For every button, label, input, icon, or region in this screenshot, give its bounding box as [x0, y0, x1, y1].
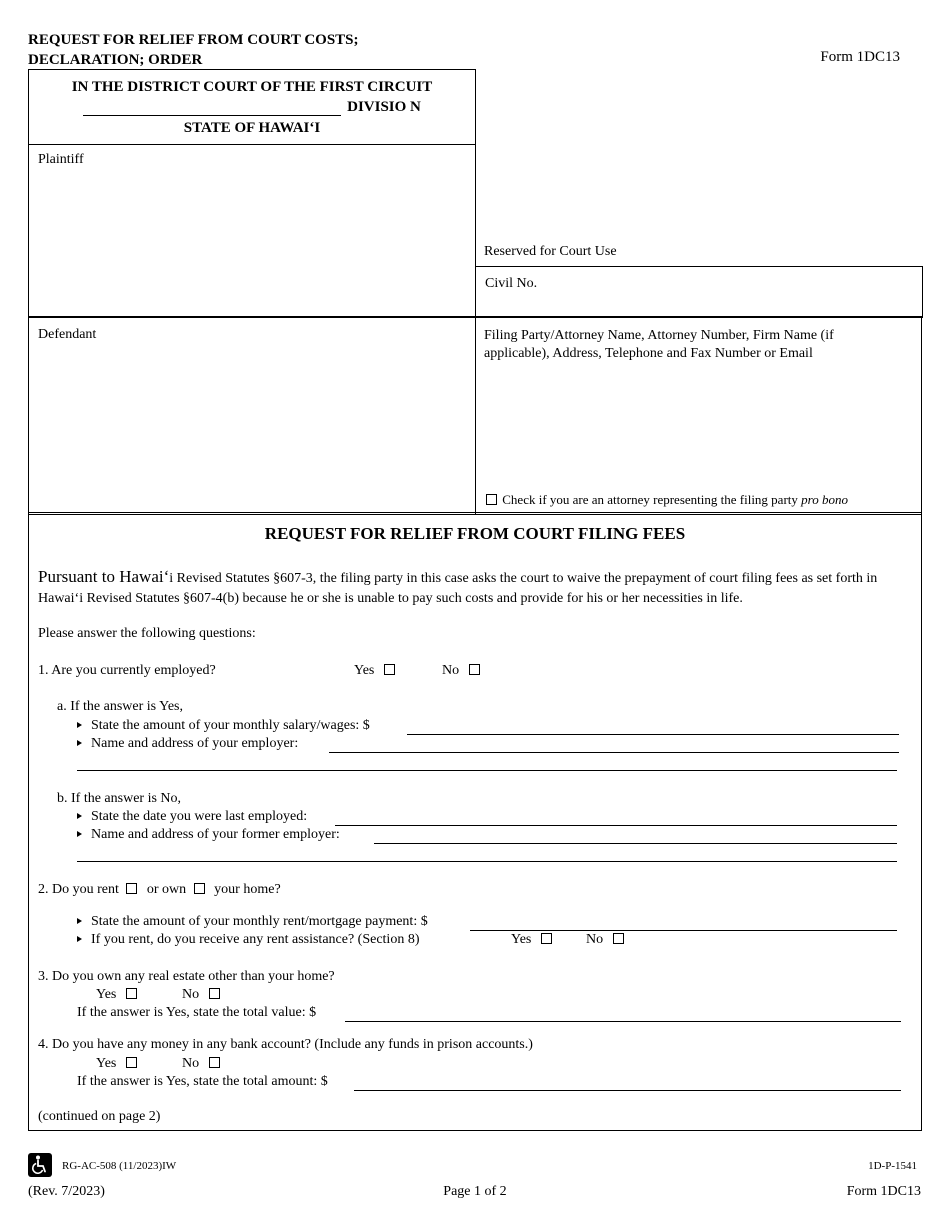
civil-number-field[interactable] [475, 266, 923, 318]
intro-lead: Pursuant to Hawai‘ [38, 567, 170, 586]
q4-yes-checkbox[interactable] [126, 1057, 137, 1068]
filing-party-label: Filing Party/Attorney Name, Attorney Number, Firm Name (if applicable), Address, Telephone and Fax Number or Email [484, 328, 834, 361]
bullet-icon [77, 918, 82, 924]
state-name: STATE OF HAWAI‘I [183, 120, 321, 136]
bullet-icon [77, 936, 82, 942]
form-title [28, 30, 359, 70]
q2-payment-field[interactable] [470, 930, 897, 931]
q4-no-checkbox[interactable] [209, 1057, 220, 1068]
footer-revision: (Rev. 7/2023) [28, 1184, 105, 1199]
reserved-court-use-label: Reserved for Court Use [484, 244, 617, 259]
q3-value-label: If the answer is Yes, state the total value: $ [77, 1005, 317, 1020]
q1-yes-label: Yes [354, 663, 375, 678]
q2-assist-text: If you rent, do you receive any rent assistance? (Section 8) [91, 932, 420, 947]
q4-no-label: No [182, 1056, 200, 1071]
intro-paragraph [38, 567, 913, 609]
division-line [29, 99, 475, 116]
wheelchair-icon [28, 1153, 52, 1177]
q2-end-text: your home? [214, 882, 281, 897]
q2-own-checkbox[interactable] [194, 883, 205, 894]
q1b-date-text: State the date you were last employed: [91, 809, 308, 824]
footer-code-left: RG-AC-508 (11/2023)IW [62, 1160, 177, 1172]
q1a-employer-field[interactable] [329, 752, 899, 753]
question-2 [38, 882, 281, 898]
instructions: Please answer the following questions: [38, 626, 256, 641]
q1-yes-option [354, 663, 397, 679]
form-number-top: Form 1DC13 [820, 49, 900, 65]
q4-no-option [182, 1056, 222, 1072]
filing-party-field[interactable] [475, 316, 922, 515]
defendant-label: Defendant [38, 327, 97, 342]
fee-relief-section [28, 512, 922, 1131]
question-1b: b. If the answer is No, [57, 791, 182, 806]
q1b-former-field[interactable] [374, 843, 897, 844]
q2-start-text: 2. Do you rent [38, 882, 119, 897]
defendant-field[interactable] [28, 316, 476, 515]
q2-yes-option [511, 932, 554, 948]
question-3: 3. Do you own any real estate other than your home? [38, 969, 335, 984]
q2-no-option [586, 932, 626, 948]
q1a-employer-label [77, 736, 298, 752]
q1b-former-label [77, 827, 340, 843]
pro-bono-row [484, 492, 848, 508]
q1a-salary-field[interactable] [407, 734, 899, 735]
q1a-salary-text: State the amount of your monthly salary/wages: $ [91, 718, 370, 733]
q1b-date-label [77, 809, 307, 825]
q2-no-checkbox[interactable] [613, 933, 624, 944]
q2-yes-checkbox[interactable] [541, 933, 552, 944]
q2-yes-label: Yes [511, 932, 532, 947]
q1a-employer-field-line2[interactable] [77, 770, 897, 771]
q1-no-label: No [442, 663, 460, 678]
q2-rent-checkbox[interactable] [126, 883, 137, 894]
q3-no-checkbox[interactable] [209, 988, 220, 999]
q1-yes-checkbox[interactable] [384, 664, 395, 675]
court-caption-box [28, 69, 476, 145]
q4-yes-label: Yes [96, 1056, 117, 1071]
q3-no-option [182, 987, 222, 1003]
civil-number-label: Civil No. [485, 276, 538, 291]
court-name: IN THE DISTRICT COURT OF THE FIRST CIRCUIT [71, 79, 433, 95]
q1-no-checkbox[interactable] [469, 664, 480, 675]
q4-amount-field[interactable] [354, 1090, 901, 1091]
q3-no-label: No [182, 987, 200, 1002]
footer-form-number: Form 1DC13 [846, 1184, 921, 1199]
bullet-icon [77, 813, 82, 819]
continued-note: (continued on page 2) [38, 1109, 161, 1124]
q4-yes-option [96, 1056, 139, 1072]
q1a-salary-label [77, 718, 370, 734]
q2-payment-label [77, 914, 428, 930]
question-1: 1. Are you currently employed? [38, 663, 216, 678]
q2-assist-label [77, 932, 420, 948]
plaintiff-field[interactable] [28, 143, 476, 317]
q4-amount-label: If the answer is Yes, state the total amount: $ [77, 1074, 328, 1089]
pro-bono-text: Check if you are an attorney representing the filing party [502, 492, 798, 507]
form-title-line2: DECLARATION; ORDER [28, 52, 203, 68]
q1b-date-field[interactable] [335, 825, 897, 826]
question-1a: a. If the answer is Yes, [57, 699, 183, 714]
plaintiff-label: Plaintiff [38, 152, 84, 167]
bullet-icon [77, 740, 82, 746]
q3-value-field[interactable] [345, 1021, 901, 1022]
footer-code-right: 1D-P-1541 [868, 1160, 917, 1172]
section-title: REQUEST FOR RELIEF FROM COURT FILING FEES [264, 524, 686, 543]
q2-payment-text: State the amount of your monthly rent/mortgage payment: $ [91, 914, 428, 929]
bullet-icon [77, 831, 82, 837]
q1-no-option [442, 663, 482, 679]
q2-no-label: No [586, 932, 604, 947]
pro-bono-checkbox[interactable] [486, 494, 497, 505]
q1a-employer-text: Name and address of your employer: [91, 736, 299, 751]
q2-mid-text: or own [146, 882, 187, 897]
q3-yes-option [96, 987, 139, 1003]
form-title-line1: REQUEST FOR RELIEF FROM COURT COSTS; [28, 32, 359, 48]
bullet-icon [77, 722, 82, 728]
division-label: DIVISIO N [347, 99, 421, 115]
q1b-former-text: Name and address of your former employer: [91, 827, 340, 842]
division-blank-field[interactable] [83, 99, 341, 116]
footer-page-number: Page 1 of 2 [443, 1184, 507, 1199]
question-4: 4. Do you have any money in any bank account? (Include any funds in prison accounts.) [38, 1037, 533, 1052]
q1b-former-field-line2[interactable] [77, 861, 897, 862]
pro-bono-italic: pro bono [801, 492, 848, 507]
q3-yes-checkbox[interactable] [126, 988, 137, 999]
intro-rest: i Revised Statutes §607-3, the filing party in this case asks the court to waive the prepayment of court filing fees as set forth in Hawai‘i Revised Statutes §607-4(b) because he or she is unable to pay such costs and provide for his or her necessities in life. [38, 571, 878, 606]
q3-yes-label: Yes [96, 987, 117, 1002]
